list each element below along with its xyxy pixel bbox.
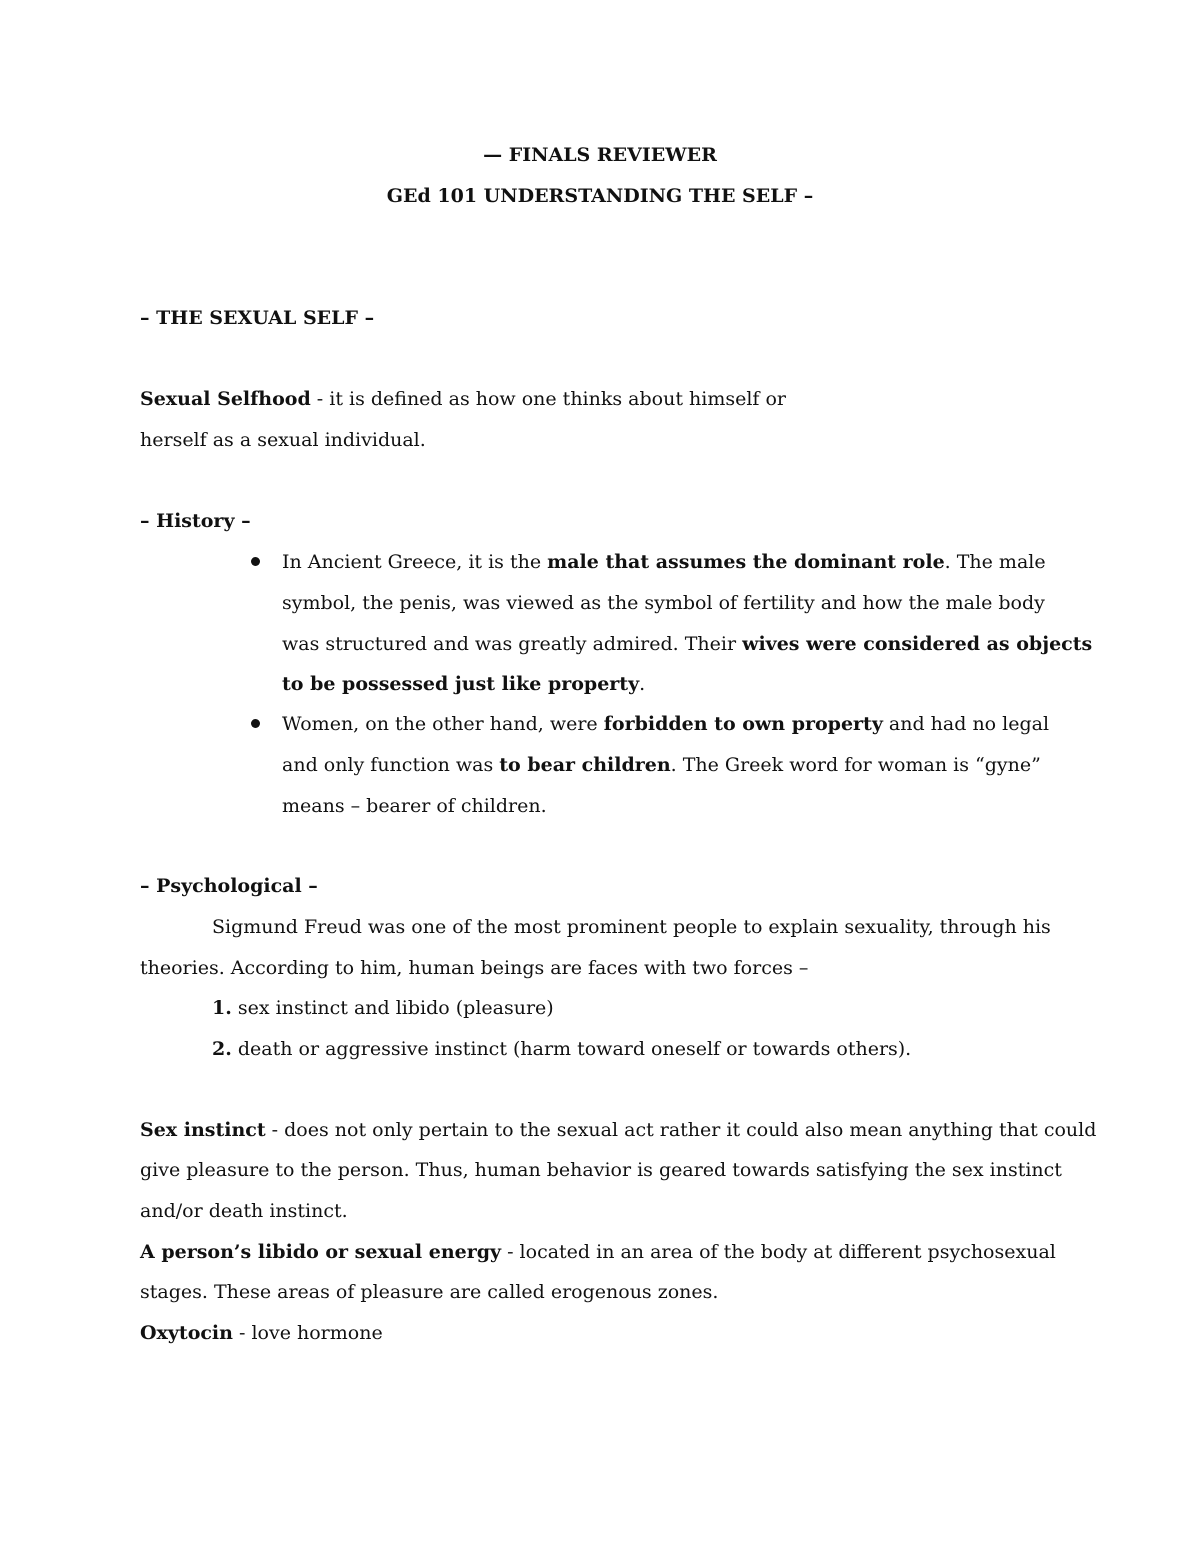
libido-line1: A person’s libido or sexual energy - located in an area of the body at different psychosexual xyxy=(140,1241,1056,1263)
libido-term: A person’s libido or sexual energy xyxy=(140,1241,502,1263)
history-bullet2-line2: and only function was to bear children. The Greek word for woman is “gyne” xyxy=(282,754,1041,776)
history-bullet2-line3: means – bearer of children. xyxy=(282,795,547,817)
bullet-dot-icon xyxy=(251,557,260,566)
force-item-1: 1. sex instinct and libido (pleasure) xyxy=(212,997,554,1019)
sex-instinct-term: Sex instinct xyxy=(140,1119,266,1141)
section-title: – THE SEXUAL SELF – xyxy=(140,307,375,329)
force-item-2: 2. death or aggressive instinct (harm toward oneself or towards others). xyxy=(212,1038,912,1060)
history-heading: – History – xyxy=(140,510,251,532)
psychological-heading: – Psychological – xyxy=(140,875,318,897)
sex-instinct-line1: Sex instinct - does not only pertain to the sexual act rather it could also mean anything that could xyxy=(140,1119,1097,1141)
wives-objects: wives were considered as objects xyxy=(742,633,1093,655)
forbidden-property: forbidden to own property xyxy=(603,713,883,735)
libido-line2: stages. These areas of pleasure are called erogenous zones. xyxy=(140,1281,719,1303)
sexual-selfhood-line2: herself as a sexual individual. xyxy=(140,429,426,451)
sex-instinct-line2: give pleasure to the person. Thus, human behavior is geared towards satisfying the sex instinct xyxy=(140,1159,1062,1181)
sexual-selfhood-def: - it is defined as how one thinks about himself or xyxy=(310,388,787,410)
oxytocin-line: Oxytocin - love hormone xyxy=(140,1322,383,1344)
history-bullet1-line1: In Ancient Greece, it is the male that assumes the dominant role. The male xyxy=(282,551,1046,573)
header-title: — FINALS REVIEWER xyxy=(483,144,717,166)
bullet-dot-icon xyxy=(251,719,260,728)
history-bullet1-line3: was structured and was greatly admired. Their wives were considered as objects xyxy=(282,633,1093,655)
oxytocin-term: Oxytocin xyxy=(140,1322,233,1344)
freud-paragraph-line2: theories. According to him, human beings are faces with two forces – xyxy=(140,957,809,979)
header-course: GEd 101 UNDERSTANDING THE SELF – xyxy=(386,185,814,207)
male-dominant-role: male that assumes the dominant role xyxy=(547,551,945,573)
sexual-selfhood-term: Sexual Selfhood xyxy=(140,388,311,410)
sexual-selfhood-line1 xyxy=(140,386,786,412)
history-bullet1-line4: to be possessed just like property. xyxy=(282,673,646,695)
sex-instinct-line3: and/or death instinct. xyxy=(140,1200,348,1222)
history-bullet2-line1: Women, on the other hand, were forbidden to own property and had no legal xyxy=(282,713,1050,735)
freud-paragraph-line1: Sigmund Freud was one of the most prominent people to explain sexuality, through his xyxy=(212,916,1051,938)
history-bullet1-line2: symbol, the penis, was viewed as the symbol of fertility and how the male body xyxy=(282,592,1045,614)
bear-children: to bear children xyxy=(499,754,671,776)
